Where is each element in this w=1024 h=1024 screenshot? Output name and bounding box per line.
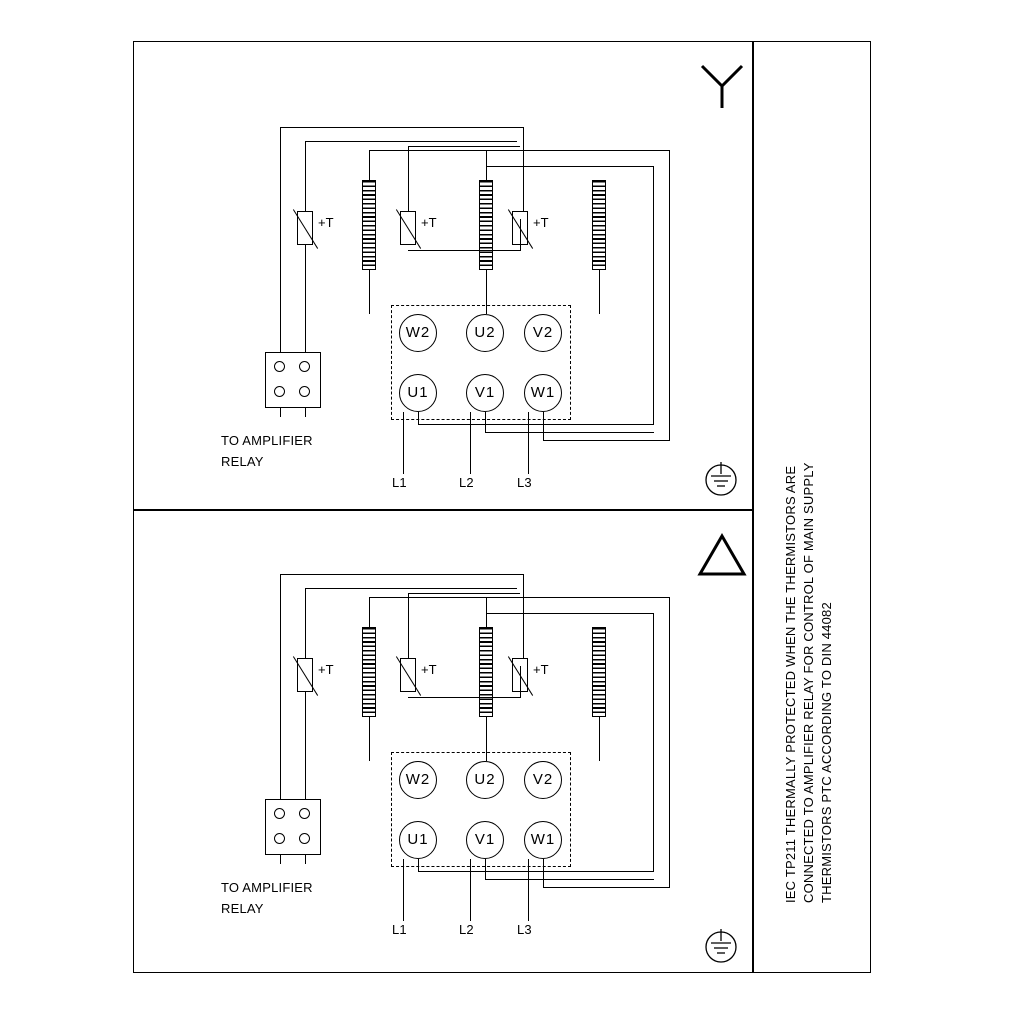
thermistor-link bbox=[408, 697, 520, 698]
thermistor-label: +T bbox=[318, 215, 334, 230]
thermistor-link bbox=[408, 146, 520, 147]
coil-lead bbox=[369, 597, 370, 628]
bus-wire bbox=[486, 166, 653, 167]
thermistor-label: +T bbox=[533, 662, 549, 677]
coil-lead bbox=[369, 269, 370, 314]
thermistor-ptc bbox=[297, 658, 313, 692]
return-wire bbox=[485, 859, 486, 880]
return-wire bbox=[485, 432, 654, 433]
note-line-2: CONNECTED TO AMPLIFIER RELAY FOR CONTROL OF MAIN SUPPLY bbox=[801, 462, 816, 903]
thermistor-bus bbox=[280, 574, 281, 804]
thermistor-bus bbox=[305, 141, 306, 211]
return-wire bbox=[418, 412, 419, 425]
thermistor-link bbox=[408, 146, 409, 211]
thermistor-bus bbox=[305, 588, 517, 589]
amplifier-connector-block bbox=[265, 799, 321, 855]
thermistor-label: +T bbox=[421, 215, 437, 230]
return-wire bbox=[418, 871, 654, 872]
thermistor-bus bbox=[280, 574, 523, 575]
thermistor-bus bbox=[280, 127, 281, 357]
winding-coil bbox=[362, 627, 376, 717]
bus-wire bbox=[669, 150, 670, 440]
terminal-u2: U2 bbox=[466, 761, 504, 799]
connector-terminal bbox=[274, 361, 285, 372]
thermistor-link bbox=[520, 692, 521, 698]
terminal-v1: V1 bbox=[466, 374, 504, 412]
thermistor-bus bbox=[523, 574, 524, 666]
return-wire bbox=[543, 887, 670, 888]
connector-terminal bbox=[299, 833, 310, 844]
terminal-u1: U1 bbox=[399, 374, 437, 412]
coil-lead bbox=[599, 716, 600, 761]
terminal-w1: W1 bbox=[524, 821, 562, 859]
thermistor-ptc bbox=[400, 211, 416, 245]
delta-symbol bbox=[696, 532, 748, 578]
bus-wire bbox=[653, 613, 654, 871]
terminal-w1: W1 bbox=[524, 374, 562, 412]
earth-symbol bbox=[698, 925, 744, 969]
amplifier-label-line1: TO AMPLIFIER bbox=[221, 433, 313, 448]
thermistor-ptc bbox=[297, 211, 313, 245]
supply-lead bbox=[470, 412, 471, 474]
supply-lead bbox=[403, 859, 404, 921]
connector-terminal bbox=[274, 386, 285, 397]
return-wire bbox=[418, 424, 654, 425]
thermistor-link bbox=[408, 593, 520, 594]
amplifier-label-line2: RELAY bbox=[221, 901, 264, 916]
supply-label-l1: L1 bbox=[392, 922, 407, 937]
coil-lead bbox=[599, 269, 600, 314]
note-line-1: IEC TP211 THERMALLY PROTECTED WHEN THE THERMISTORS ARE bbox=[783, 465, 798, 903]
terminal-u2: U2 bbox=[466, 314, 504, 352]
terminal-v2: V2 bbox=[524, 314, 562, 352]
supply-label-l2: L2 bbox=[459, 922, 474, 937]
amplifier-label-line2: RELAY bbox=[221, 454, 264, 469]
wye-symbol bbox=[696, 60, 748, 112]
thermistor-label: +T bbox=[421, 662, 437, 677]
thermistor-bus bbox=[305, 692, 306, 804]
coil-lead bbox=[369, 150, 370, 181]
thermistor-bus bbox=[305, 245, 306, 357]
terminal-w2: W2 bbox=[399, 314, 437, 352]
amplifier-connector-block bbox=[265, 352, 321, 408]
terminal-v1: V1 bbox=[466, 821, 504, 859]
terminal-v2: V2 bbox=[524, 761, 562, 799]
bus-wire bbox=[369, 150, 669, 151]
winding-coil bbox=[479, 180, 493, 270]
connector-terminal bbox=[299, 808, 310, 819]
bus-wire bbox=[486, 613, 653, 614]
supply-label-l3: L3 bbox=[517, 475, 532, 490]
winding-coil bbox=[592, 180, 606, 270]
supply-lead bbox=[528, 859, 529, 921]
return-wire bbox=[543, 412, 544, 441]
thermistor-bus bbox=[305, 588, 306, 658]
thermistor-link bbox=[520, 666, 521, 692]
return-wire bbox=[485, 879, 654, 880]
supply-label-l3: L3 bbox=[517, 922, 532, 937]
bus-wire bbox=[653, 166, 654, 424]
bus-wire bbox=[369, 597, 669, 598]
amplifier-label-line1: TO AMPLIFIER bbox=[221, 880, 313, 895]
terminal-u1: U1 bbox=[399, 821, 437, 859]
note-line-3: THERMISTORS PTC ACCORDING TO DIN 44082 bbox=[819, 602, 834, 903]
thermistor-link bbox=[520, 245, 521, 251]
thermistor-ptc bbox=[400, 658, 416, 692]
winding-coil bbox=[362, 180, 376, 270]
panel-divider bbox=[133, 509, 753, 511]
connector-terminal bbox=[274, 808, 285, 819]
thermistor-link bbox=[408, 250, 520, 251]
connector-terminal bbox=[299, 386, 310, 397]
thermistor-bus bbox=[523, 127, 524, 219]
thermistor-label: +T bbox=[318, 662, 334, 677]
bus-wire bbox=[669, 597, 670, 887]
supply-lead bbox=[528, 412, 529, 474]
thermistor-link bbox=[520, 219, 521, 245]
return-wire bbox=[418, 859, 419, 872]
supply-label-l2: L2 bbox=[459, 475, 474, 490]
return-wire bbox=[485, 412, 486, 433]
thermistor-bus bbox=[280, 127, 523, 128]
supply-lead bbox=[470, 859, 471, 921]
return-wire bbox=[543, 440, 670, 441]
supply-lead bbox=[403, 412, 404, 474]
winding-coil bbox=[592, 627, 606, 717]
thermistor-label: +T bbox=[533, 215, 549, 230]
thermistor-bus bbox=[305, 141, 517, 142]
connector-terminal bbox=[274, 833, 285, 844]
terminal-w2: W2 bbox=[399, 761, 437, 799]
supply-label-l1: L1 bbox=[392, 475, 407, 490]
return-wire bbox=[543, 859, 544, 888]
thermistor-link bbox=[408, 593, 409, 658]
winding-coil bbox=[479, 627, 493, 717]
coil-lead bbox=[369, 716, 370, 761]
earth-symbol bbox=[698, 458, 744, 502]
connector-terminal bbox=[299, 361, 310, 372]
